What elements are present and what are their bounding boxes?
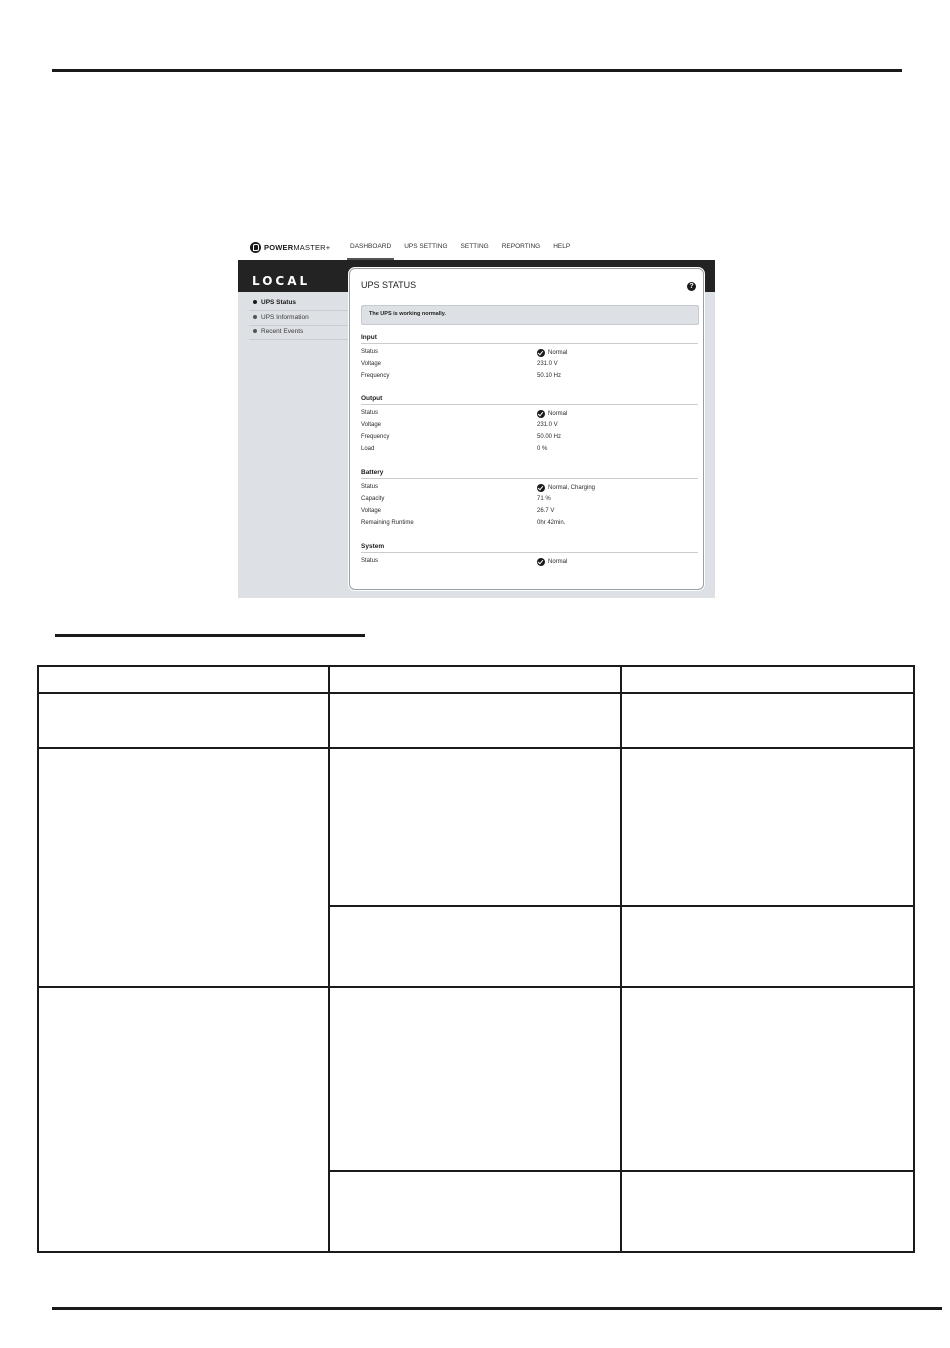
top-rule — [52, 69, 902, 72]
brand-bold: POWER — [264, 242, 294, 252]
table-border-top — [37, 665, 915, 667]
powermaster-logo[interactable] — [250, 241, 330, 253]
nav-ups-setting[interactable]: UPS SETTING — [404, 243, 448, 250]
nav-links — [350, 232, 583, 260]
card-title: UPS STATUS — [361, 280, 417, 290]
battery-voltage-row: Voltage 26.7 V — [361, 508, 555, 514]
output-load-row: Load 0 % — [361, 446, 548, 452]
bullet-icon — [253, 329, 257, 333]
sidebar-item-recent-events[interactable]: Recent Events — [249, 325, 349, 340]
bullet-icon — [253, 300, 257, 304]
table-column-divider — [620, 665, 622, 1253]
table-row-line — [37, 747, 915, 749]
section-heading-output: Output — [361, 395, 698, 405]
table-row-line — [37, 986, 915, 988]
powermaster-logo-icon — [250, 242, 261, 253]
table-row-line — [37, 692, 915, 694]
nav-dashboard[interactable]: DASHBOARD — [350, 232, 391, 260]
bullet-icon — [253, 315, 257, 319]
output-status-row: Status Normal — [361, 410, 568, 417]
table-border-left — [37, 665, 39, 1253]
nav-setting[interactable]: SETTING — [460, 243, 489, 250]
section-heading-input: Input — [361, 334, 698, 344]
bottom-rule — [52, 1307, 942, 1310]
input-voltage-row: Voltage 231.0 V — [361, 361, 558, 367]
sidebar — [238, 292, 348, 598]
table-row-line — [328, 905, 915, 907]
nav-help[interactable]: HELP — [553, 243, 571, 250]
output-voltage-row: Voltage 231.0 V — [361, 422, 558, 428]
battery-runtime-row: Remaining Runtime 0hr 42min. — [361, 520, 566, 526]
status-alert: The UPS is working normally. — [361, 305, 699, 325]
section-heading-battery: Battery — [361, 469, 698, 479]
table-border-right — [913, 665, 915, 1253]
check-icon — [537, 349, 545, 357]
battery-status-row: Status Normal, Charging — [361, 484, 596, 491]
top-nav — [238, 232, 715, 260]
output-frequency-row: Frequency 50.00 Hz — [361, 434, 562, 440]
nav-reporting[interactable]: REPORTING — [501, 243, 541, 250]
check-icon — [537, 410, 545, 418]
check-icon — [537, 484, 545, 492]
section-underline — [55, 634, 365, 637]
input-frequency-row: Frequency 50.10 Hz — [361, 373, 562, 379]
system-status-row: Status Normal — [361, 558, 568, 565]
check-icon — [537, 558, 545, 566]
section-heading-system: System — [361, 543, 698, 553]
sidebar-item-ups-information[interactable]: UPS Information — [249, 311, 349, 326]
table-border-bottom — [37, 1251, 915, 1253]
table-column-divider — [328, 665, 330, 1253]
table-row-line — [328, 1170, 915, 1172]
sidebar-item-ups-status[interactable]: UPS Status — [249, 296, 349, 311]
battery-capacity-row: Capacity 71 % — [361, 496, 551, 502]
input-status-row: Status Normal — [361, 349, 568, 356]
ups-dashboard-screenshot — [238, 232, 715, 598]
ups-status-card — [349, 268, 704, 590]
empty-table — [37, 665, 915, 1253]
section-title: LOCAL — [252, 274, 311, 288]
question-icon[interactable]: ? — [687, 282, 696, 291]
brand-light: MASTER+ — [293, 242, 331, 252]
